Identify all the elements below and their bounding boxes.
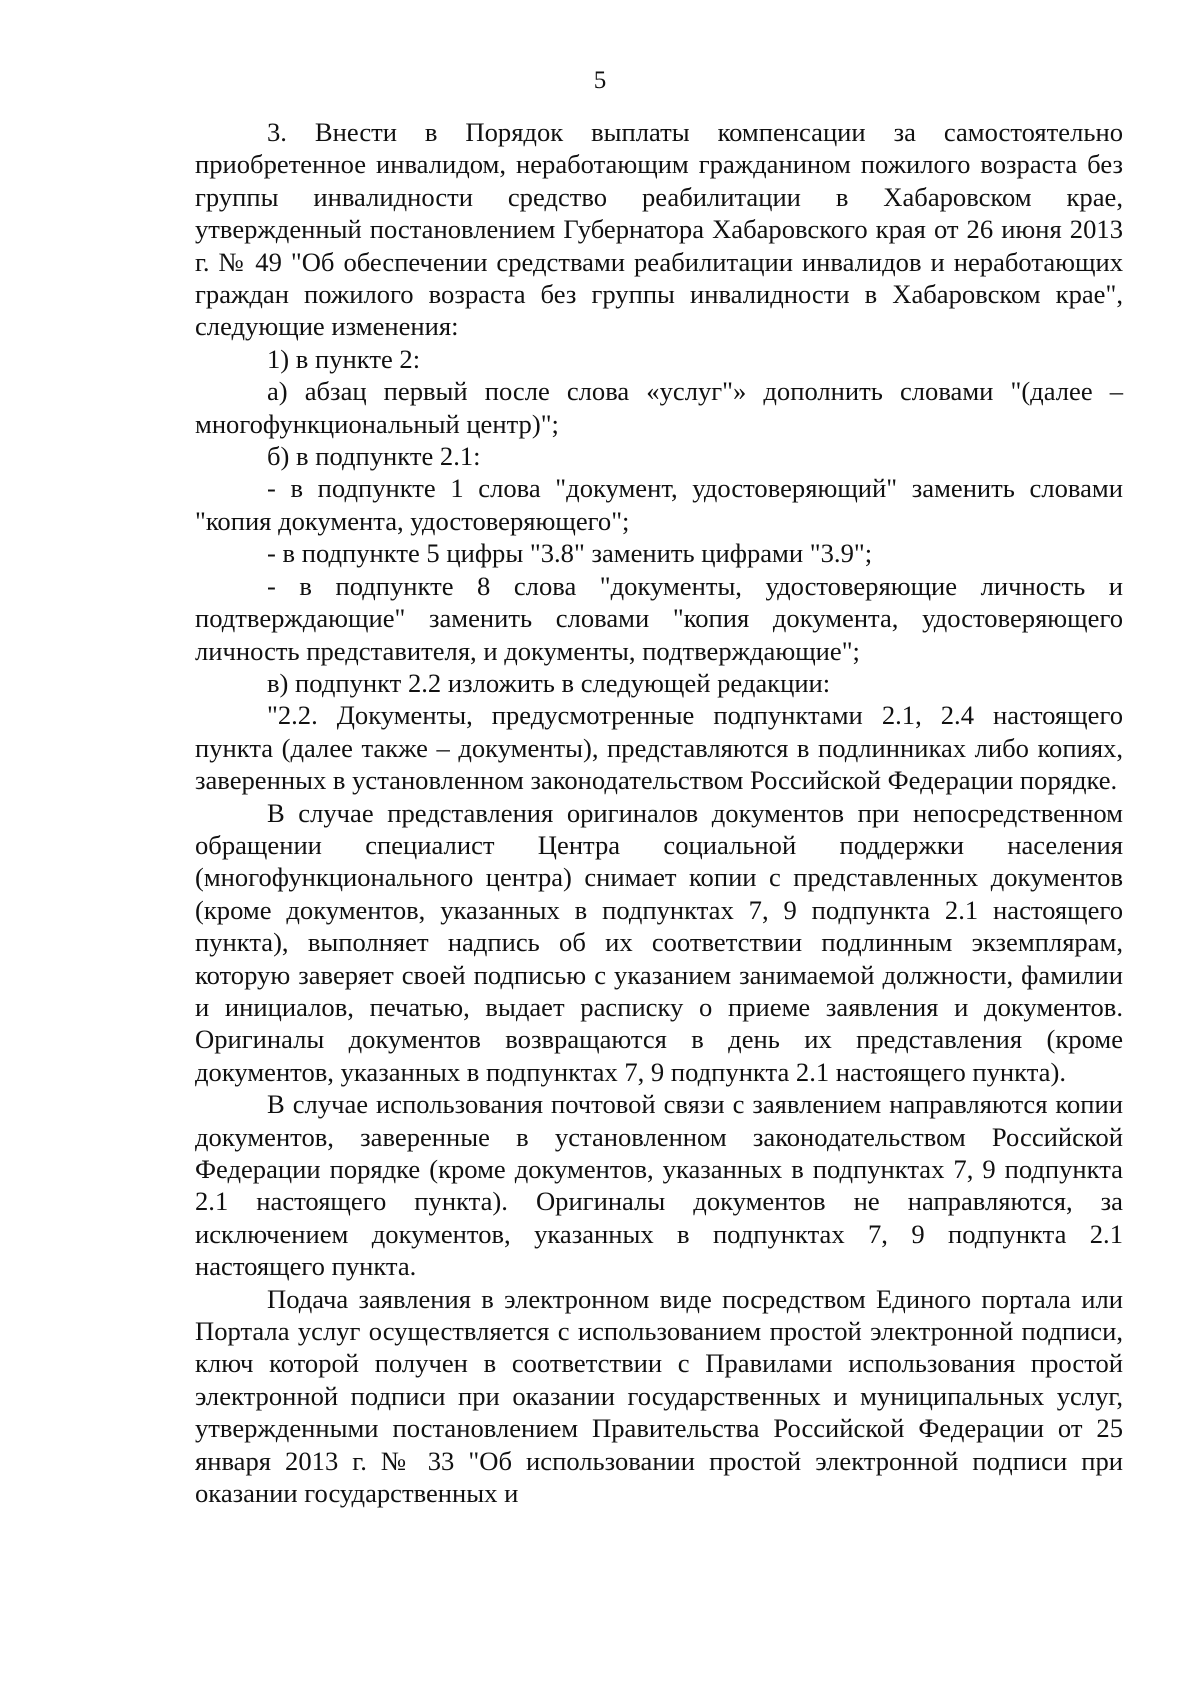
paragraph-dash-1: - в подпункте 1 слова "документ, удостоверяющий" заменить словами "копия документа, удостоверяющего"; [195, 473, 1123, 536]
paragraph-2-2: "2.2. Документы, предусмотренные подпунктами 2.1, 2.4 настоящего пункта (далее также – документы), представляются в подлинниках либо копиях, заверенных в установленном законодательством Российской Федерации порядке. [195, 700, 1123, 796]
paragraph-subitem-a: а) абзац первый после слова «услуг"» дополнить словами "(далее – многофункциональный центр)"; [195, 376, 1123, 439]
document-body [195, 116, 1123, 1509]
paragraph-item-3: 3. Внести в Порядок выплаты компенсации за самостоятельно приобретенное инвалидом, неработающим гражданином пожилого возраста без группы инвалидности средство реабилитации в Хабаровском крае, утвержденный постановлением Губернатора Хабаровского края от 26 июня 2013 г. № 49 "Об обеспечении средствами реабилитации инвалидов и неработающих граждан пожилого возраста без группы инвалидности в Хабаровском крае", следующие изменения: [195, 117, 1123, 342]
paragraph-dash-5: - в подпункте 5 цифры "3.8" заменить цифрами "3.9"; [267, 538, 873, 569]
paragraph-subitem-1: 1) в пункте 2: [267, 343, 421, 374]
page-number: 5 [593, 67, 607, 94]
paragraph-subitem-v: в) подпункт 2.2 изложить в следующей редакции: [267, 667, 831, 698]
paragraph-subitem-b: б) в подпункте 2.1: [267, 441, 481, 472]
paragraph-electronic: Подача заявления в электронном виде посредством Единого портала или Портала услуг осуществляется с использованием простой электронной подписи, ключ которой получен в соответствии с Правилами использования простой электронной подписи при оказании государственных и муниципальных услуг, утвержденными постановлением Правительства Российской Федерации от 25 января 2013 г. № 33 "Об использовании простой электронной подписи при оказании государственных и [195, 1283, 1123, 1509]
paragraph-originals: В случае представления оригиналов документов при непосредственном обращении специалист Центра социальной поддержки населения (многофункционального центра) снимает копии с представленных документов (кроме документов, указанных в подпунктах 7, 9 подпункта 2.1 настоящего пункта), выполняет надпись об их соответствии подлинным экземплярам, которую заверяет своей подписью с указанием занимаемой должности, фамилии и инициалов, печатью, выдает расписку о приеме заявления и документов. Оригиналы документов возвращаются в день их представления (кроме документов, указанных в подпунктах 7, 9 подпункта 2.1 настоящего пункта). [195, 797, 1123, 1087]
paragraph-dash-8: - в подпункте 8 слова "документы, удостоверяющие личность и подтверждающие" заменить словами "копия документа, удостоверяющего личность представителя, и документы, подтверждающие"; [195, 570, 1123, 666]
paragraph-postal: В случае использования почтовой связи с заявлением направляются копии документов, заверенные в установленном законодательством Российской Федерации порядке (кроме документов, указанных в подпунктах 7, 9 подпункта 2.1 настоящего пункта). Оригиналы документов не направляются, за исключением документов, указанных в подпунктах 7, 9 подпункта 2.1 настоящего пункта. [195, 1089, 1123, 1282]
